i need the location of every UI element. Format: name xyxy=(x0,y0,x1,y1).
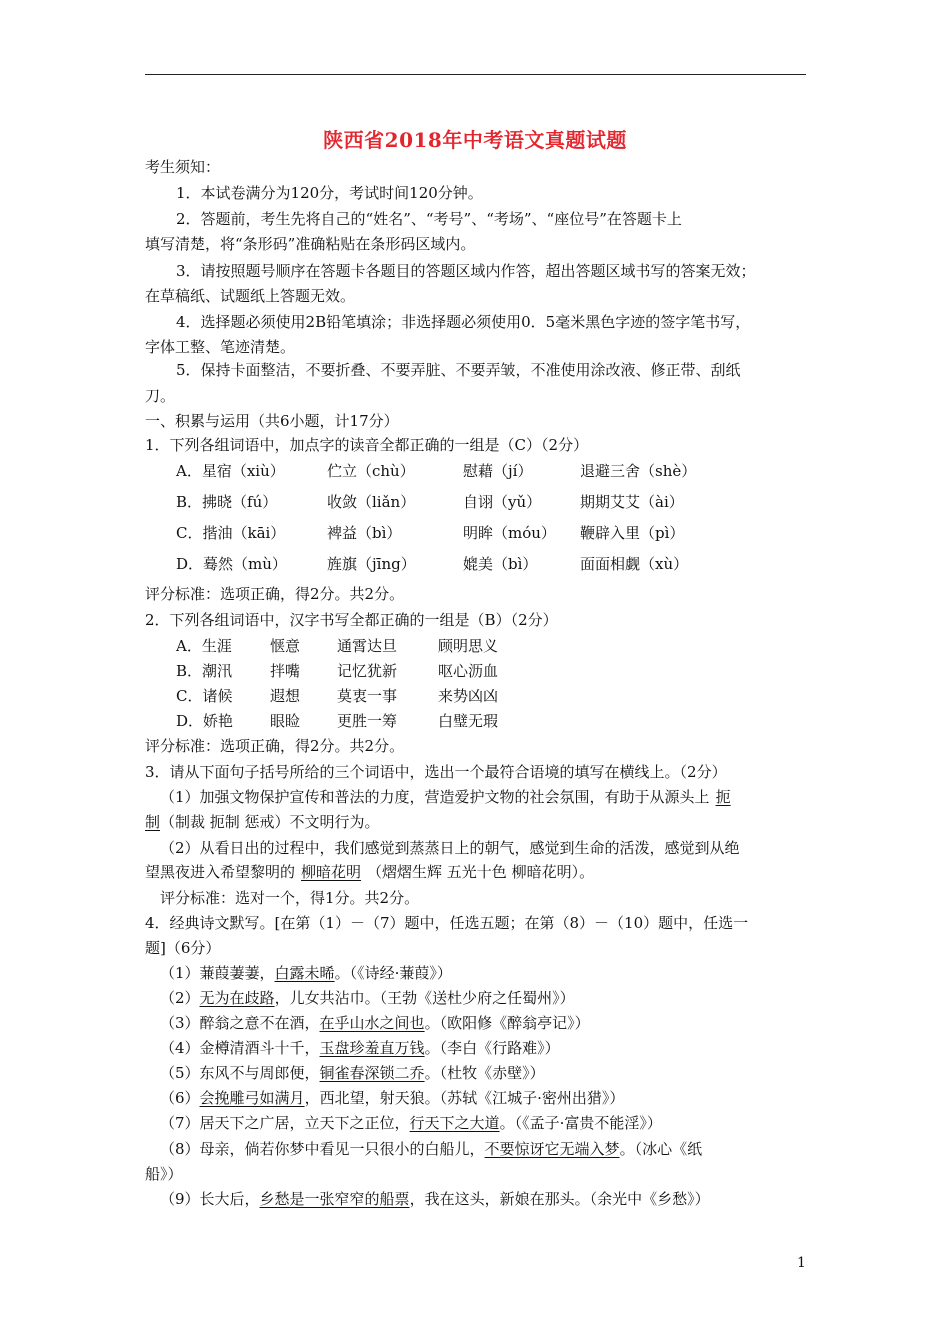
q1-option-d-2: 旌旗（jīng） xyxy=(327,555,416,573)
q3-s2-answer: 柳暗花明 xyxy=(301,863,362,881)
notice-item-3-line1: 3．请按照题号顺序在答题卡各题目的答题区域内作答，超出答题区域书写的答案无效； xyxy=(176,262,756,280)
q1-stem: 1．下列各组词语中，加点字的读音全都正确的一组是（C）（2分） xyxy=(145,436,589,454)
q4-item-8-prefix: （8）母亲，倘若你梦中看见一只很小的白船儿， xyxy=(160,1140,485,1158)
q4-item-3-answer: 在乎山水之间也 xyxy=(319,1014,425,1032)
q2-option-a-2: 惬意 xyxy=(270,637,301,655)
q2-option-c-1: C．诸候 xyxy=(176,687,233,705)
q4-item-2-answer: 无为在歧路 xyxy=(199,989,275,1007)
q1-option-c-4: 鞭辟入里（pì） xyxy=(580,524,685,542)
q4-item-2 xyxy=(160,988,575,1008)
q1-option-d-3: 媲美（bì） xyxy=(463,555,538,573)
q3-s2-options: （熠熠生辉 五光十色 柳暗花明）。 xyxy=(367,863,595,881)
notice-item-2-line2: 填写清楚，将“条形码”准确粘贴在条形码区域内。 xyxy=(145,235,476,253)
q4-item-1-source: 。（《诗经·蒹葭》） xyxy=(334,964,452,982)
page-title: 陕西省2018年中考语文真题试题 xyxy=(323,128,627,152)
notice-item-2-line1: 2．答题前，考生先将自己的“姓名”、“考号”、“考场”、“座位号”在答题卡上 xyxy=(176,210,682,228)
q4-item-4-prefix: （4）金樽清酒斗十千， xyxy=(160,1039,320,1057)
q4-item-8-line2: 船》） xyxy=(145,1165,183,1183)
q2-option-d-3: 更胜一筹 xyxy=(337,712,398,730)
notice-heading: 考生须知： xyxy=(145,158,221,176)
notice-item-4-line1: 4．选择题必须使用2B铅笔填涂；非选择题必须使用0．5毫米黑色字迹的签字笔书写， xyxy=(176,313,751,331)
q1-score: 评分标准：选项正确，得2分。共2分。 xyxy=(145,585,405,603)
q1-option-b-1: B．拂晓（fú） xyxy=(176,493,278,511)
q1-option-a-4: 退避三舍（shè） xyxy=(580,462,697,480)
q2-option-d-4: 白璧无瑕 xyxy=(438,712,499,730)
notice-item-4-line2: 字体工整、笔迹清楚。 xyxy=(145,338,296,356)
q4-stem-line1: 4．经典诗文默写。[在第（1）－（7）题中，任选五题；在第（8）－（10）题中，任选一 xyxy=(145,914,749,932)
q4-item-8-source: 。（冰心《纸 xyxy=(619,1140,703,1158)
q1-option-a-3: 慰藉（jí） xyxy=(463,462,533,480)
q2-score: 评分标准：选项正确，得2分。共2分。 xyxy=(145,737,405,755)
q4-item-9 xyxy=(160,1189,710,1209)
q4-item-8-line1 xyxy=(160,1139,702,1159)
q3-s1-options: （制裁 扼制 惩戒）不文明行为。 xyxy=(160,813,380,831)
section-heading: 一、积累与运用（共6小题，计17分） xyxy=(145,412,399,430)
q2-option-c-4: 来势凶凶 xyxy=(438,687,499,705)
notice-item-5-line1: 5．保持卡面整洁，不要折叠、不要弄脏、不要弄皱，不准使用涂改液、修正带、刮纸 xyxy=(176,361,741,379)
q3-s2-text: 望黑夜进入希望黎明的 xyxy=(145,863,296,881)
q1-option-b-3: 自诩（yǔ） xyxy=(463,493,542,511)
q4-item-5-source: 。（杜牧《赤壁》） xyxy=(424,1064,545,1082)
q4-item-3 xyxy=(160,1013,590,1033)
q3-s1-answer-part2: 制 xyxy=(145,813,161,831)
page-number: 1 xyxy=(797,1255,806,1271)
q1-option-a-1: A．星宿（xiù） xyxy=(176,462,285,480)
q4-item-7 xyxy=(160,1113,662,1133)
q4-item-6-source: ，西北望，射天狼。（苏轼《江城子·密州出猎》） xyxy=(304,1089,625,1107)
notice-item-1: 1．本试卷满分为120分，考试时间120分钟。 xyxy=(176,184,483,202)
q4-item-7-source: 。（《孟子·富贵不能淫》） xyxy=(499,1114,662,1132)
q2-option-d-1: D．娇艳 xyxy=(176,712,234,730)
q4-item-5 xyxy=(160,1063,545,1083)
q2-option-b-4: 呕心沥血 xyxy=(438,662,499,680)
notice-item-5-line2: 刀。 xyxy=(145,387,176,405)
q4-item-2-prefix: （2） xyxy=(160,989,200,1007)
q4-item-3-prefix: （3）醉翁之意不在酒， xyxy=(160,1014,320,1032)
header-rule xyxy=(145,74,806,75)
q3-sentence-2-line2 xyxy=(145,862,594,882)
q1-option-d-4: 面面相觑（xù） xyxy=(580,555,689,573)
q1-option-c-2: 裨益（bì） xyxy=(327,524,402,542)
q4-item-4-source: 。（李白《行路难》） xyxy=(424,1039,560,1057)
q3-sentence-2-line1: （2）从看日出的过程中，我们感觉到蒸蒸日上的朝气，感觉到生命的活泼，感觉到从绝 xyxy=(160,839,740,857)
q4-item-1-prefix: （1）蒹葭萋萋， xyxy=(160,964,275,982)
q4-item-1-answer: 白露未晞 xyxy=(274,964,335,982)
notice-item-3-line2: 在草稿纸、试题纸上答题无效。 xyxy=(145,287,356,305)
q2-option-b-2: 拌嘴 xyxy=(270,662,301,680)
q4-item-7-answer: 行天下之大道 xyxy=(409,1114,500,1132)
q4-item-2-source: ，儿女共沾巾。（王勃《送杜少府之任蜀州》） xyxy=(274,989,575,1007)
q4-item-1 xyxy=(160,963,452,983)
q1-option-d-1: D．蓦然（mù） xyxy=(176,555,287,573)
q2-option-a-3: 通霄达旦 xyxy=(337,637,398,655)
q4-item-5-prefix: （5）东风不与周郎便， xyxy=(160,1064,320,1082)
q4-item-6-answer: 会挽雕弓如满月 xyxy=(199,1089,305,1107)
q3-s1-answer-part1: 扼 xyxy=(715,788,731,806)
q4-item-6-prefix: （6） xyxy=(160,1089,200,1107)
q1-option-c-3: 明眸（móu） xyxy=(463,524,556,542)
q4-item-5-answer: 铜雀春深锁二乔 xyxy=(319,1064,425,1082)
q2-stem: 2．下列各组词语中，汉字书写全都正确的一组是（B）（2分） xyxy=(145,611,558,629)
q4-item-7-prefix: （7）居天下之广居，立天下之正位， xyxy=(160,1114,410,1132)
q2-option-c-3: 莫衷一事 xyxy=(337,687,398,705)
q1-option-b-2: 收敛（liǎn） xyxy=(327,493,416,511)
q1-option-a-2: 伫立（chù） xyxy=(327,462,415,480)
q2-option-b-1: B．潮汛 xyxy=(176,662,233,680)
q3-score: 评分标准：选对一个，得1分。共2分。 xyxy=(160,889,420,907)
q4-item-4-answer: 玉盘珍羞直万钱 xyxy=(319,1039,425,1057)
q3-stem: 3．请从下面句子括号所给的三个词语中，选出一个最符合语境的填写在横线上。（2分） xyxy=(145,763,727,781)
q4-item-9-prefix: （9）长大后， xyxy=(160,1190,260,1208)
q4-item-4 xyxy=(160,1038,560,1058)
q3-sentence-1-line2 xyxy=(145,812,380,832)
q3-sentence-1-line1 xyxy=(160,787,731,807)
q2-option-a-4: 顾明思义 xyxy=(438,637,499,655)
q4-stem-line2: 题]（6分） xyxy=(145,939,221,957)
q4-item-3-source: 。（欧阳修《醉翁亭记》） xyxy=(424,1014,590,1032)
q2-option-c-2: 遐想 xyxy=(270,687,301,705)
q4-item-9-source: ，我在这头，新娘在那头。（余光中《乡愁》） xyxy=(409,1190,710,1208)
q2-option-d-2: 眼睑 xyxy=(270,712,301,730)
q2-option-b-3: 记忆犹新 xyxy=(337,662,398,680)
q4-item-8-answer: 不要惊讶它无端入梦 xyxy=(484,1140,620,1158)
q1-option-b-4: 期期艾艾（ài） xyxy=(580,493,684,511)
q4-item-6 xyxy=(160,1088,624,1108)
q1-option-c-1: C．揩油（kāi） xyxy=(176,524,286,542)
q4-item-9-answer: 乡愁是一张窄窄的船票 xyxy=(259,1190,410,1208)
q3-s1-text: （1）加强文物保护宣传和普法的力度，营造爱护文物的社会氛围，有助于从源头上 xyxy=(160,788,710,806)
q2-option-a-1: A．生涯 xyxy=(176,637,232,655)
